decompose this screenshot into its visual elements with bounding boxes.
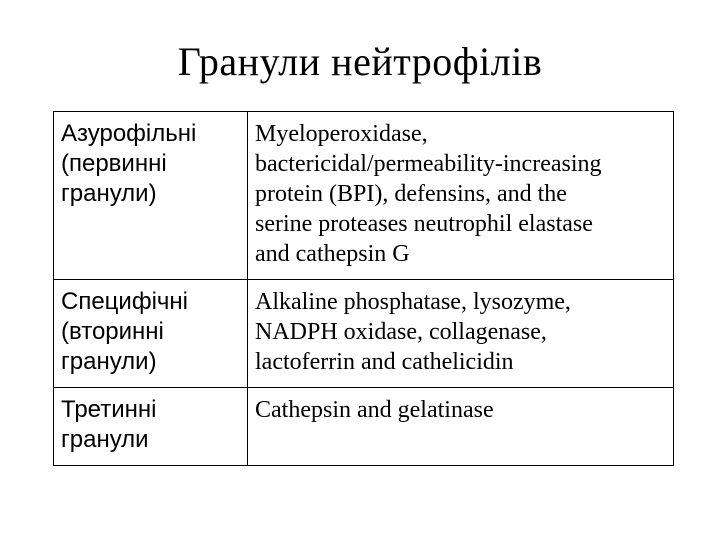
granule-type-line: гранули) (61, 348, 157, 375)
table-row-tertiary (54, 388, 674, 466)
granule-type-cell (54, 388, 248, 466)
table-row-specific (54, 280, 674, 388)
granule-content-cell (248, 280, 674, 388)
granule-content-line: Alkaline phosphatase, lysozyme, (255, 289, 571, 315)
granule-type-line: Азурофільні (61, 120, 197, 147)
granule-content-line: protein (BPI), defensins, and the (255, 181, 567, 207)
granule-content-line: serine proteases neutrophil elastase (255, 211, 593, 237)
granule-content-cell (248, 388, 674, 466)
granule-type-line: (первинні (61, 150, 167, 177)
granule-content-line: NADPH oxidase, collagenase, (255, 319, 547, 345)
granule-type-line: (вторинні (61, 318, 164, 345)
granule-content-line: lactoferrin and cathelicidin (255, 349, 514, 375)
granules-table (53, 111, 674, 466)
granule-type-cell (54, 112, 248, 280)
granule-type-line: Специфічні (61, 288, 188, 315)
granule-type-line: гранули (61, 426, 149, 453)
granule-content-line: bactericidal/permeability-increasing (255, 151, 602, 177)
granule-content-line: and cathepsin G (255, 241, 410, 267)
granule-type-cell (54, 280, 248, 388)
granule-content-line: Cathepsin and gelatinase (255, 397, 494, 423)
granule-content-line: Myeloperoxidase, (255, 121, 428, 147)
table-row-azurophilic (54, 112, 674, 280)
granule-type-line: гранули) (61, 180, 157, 207)
slide-title: Гранули нейтрофілів (177, 39, 543, 84)
granule-type-line: Третинні (61, 396, 157, 423)
granule-content-cell (248, 112, 674, 280)
